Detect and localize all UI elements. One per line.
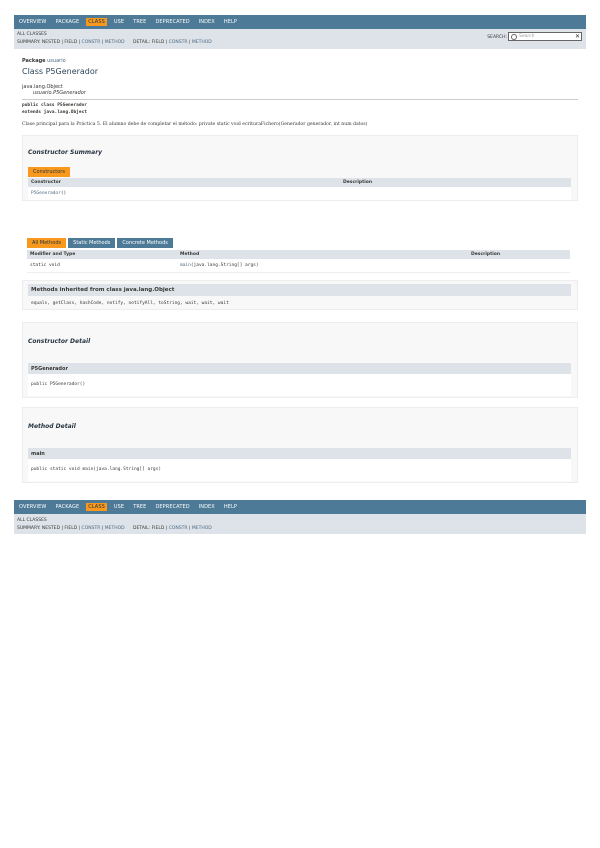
bottom-summary-label: SUMMARY: NESTED | FIELD | — [17, 526, 82, 531]
bottom-nav-index[interactable]: INDEX — [198, 504, 215, 510]
nav-deprecated[interactable]: DEPRECATED — [155, 19, 190, 25]
class-description: Clase principal para la Práctica 5. El alumno debe de completar el método: private static void ecrituraFichero(Generador generador, int num datos) — [22, 122, 368, 127]
summary-links — [17, 40, 125, 45]
detail-links — [133, 40, 212, 45]
constructor-summary-section — [22, 135, 578, 201]
summary-constr-link[interactable]: CONSTR — [81, 40, 101, 45]
method-detail-name-bar — [28, 448, 571, 459]
nav-index[interactable]: INDEX — [198, 19, 215, 25]
tab-all-methods[interactable]: All Methods — [27, 238, 66, 248]
method-tabs — [27, 238, 173, 248]
table-row — [27, 259, 570, 273]
inherited-methods-title — [28, 284, 571, 296]
package-link[interactable]: usuario — [47, 58, 66, 64]
bottom-detail-constr-link[interactable]: CONSTR — [168, 526, 188, 531]
bottom-navbar — [14, 500, 586, 514]
bottom-detail-method-link[interactable]: METHOD — [191, 526, 212, 531]
method-detail-title: Method Detail — [28, 423, 76, 430]
search-input[interactable] — [508, 32, 582, 41]
constructor-summary-title: Constructor Summary — [28, 149, 103, 156]
bottom-nav-package[interactable]: PACKAGE — [55, 504, 80, 510]
bottom-all-classes-link[interactable]: ALL CLASSES — [17, 518, 47, 523]
bottom-nav-class: CLASS — [88, 504, 105, 510]
sub-navbar — [14, 29, 586, 49]
constructor-detail-body — [28, 374, 571, 396]
method-col: Method — [180, 252, 200, 257]
method-detail-section — [22, 407, 578, 483]
detail-method-link[interactable]: METHOD — [191, 40, 212, 45]
nav-overview[interactable]: OVERVIEW — [19, 19, 47, 25]
constructor-detail-title: Constructor Detail — [28, 338, 91, 345]
method-table-header — [27, 250, 570, 259]
main-method-link[interactable]: main — [180, 263, 191, 268]
constructor-signature: public P5Generador() — [31, 382, 86, 387]
package-label: Package — [22, 58, 46, 64]
all-classes-link[interactable]: ALL CLASSES — [17, 32, 47, 37]
table-row — [28, 187, 571, 200]
constructor-detail-section — [22, 322, 578, 398]
constructor-detail-name-bar — [28, 363, 571, 374]
bottom-summary-links — [17, 526, 125, 531]
class-title: Class P5Generador — [22, 67, 99, 76]
method-description-col: Description — [471, 252, 501, 257]
description-col: Description — [343, 180, 373, 185]
bottom-nav-overview[interactable]: OVERVIEW — [19, 504, 47, 510]
package-line — [22, 58, 66, 64]
method-signature: public static void main(java.lang.String[] args) — [31, 467, 162, 472]
nav-tree[interactable]: TREE — [133, 19, 147, 25]
search-icon — [511, 34, 517, 40]
declaration-line1: public class P5Generador — [22, 103, 88, 108]
method-cell — [180, 263, 259, 268]
bottom-detail-sep: | — [187, 526, 192, 531]
constructors-tab[interactable]: Constructors — [28, 167, 70, 177]
modifier-col: Modifier and Type — [30, 252, 76, 257]
inherited-title-text: Methods inherited from class java.lang.Object — [31, 287, 175, 293]
bottom-detail-label: DETAIL: FIELD | — [133, 526, 169, 531]
detail-constr-link[interactable]: CONSTR — [168, 40, 188, 45]
inherited-methods-section — [22, 280, 578, 310]
nav-help[interactable]: HELP — [223, 19, 237, 25]
bottom-nav-help[interactable]: HELP — [223, 504, 237, 510]
nav-package[interactable]: PACKAGE — [55, 19, 80, 25]
nav-class: CLASS — [88, 19, 105, 25]
tab-concrete-methods[interactable]: Concrete Methods — [117, 238, 172, 248]
summary-label: SUMMARY: NESTED | FIELD | — [17, 40, 82, 45]
method-detail-body — [28, 459, 571, 481]
tab-static-methods[interactable]: Static Methods — [68, 238, 115, 248]
bottom-nav-deprecated[interactable]: DEPRECATED — [155, 504, 190, 510]
method-type-cell: static void — [30, 263, 60, 268]
bottom-summary-method-link[interactable]: METHOD — [104, 526, 125, 531]
bottom-summary-sep: | — [100, 526, 105, 531]
constructor-cell — [31, 191, 66, 196]
summary-sep: | — [100, 40, 105, 45]
method-detail-name: main — [31, 451, 45, 457]
bottom-summary-constr-link[interactable]: CONSTR — [81, 526, 101, 531]
detail-sep: | — [187, 40, 192, 45]
summary-method-link[interactable]: METHOD — [104, 40, 125, 45]
search-placeholder: Search — [519, 34, 535, 39]
divider — [22, 99, 578, 100]
detail-label: DETAIL: FIELD | — [133, 40, 169, 45]
top-navbar — [14, 15, 586, 29]
constructor-detail-name: P5Generador — [31, 366, 68, 372]
inherit-child: usuario.P5Generador — [33, 90, 86, 96]
constructor-table-header — [28, 178, 571, 187]
bottom-nav-use[interactable]: USE — [113, 504, 125, 510]
bottom-sub-navbar — [14, 514, 586, 534]
constructor-col: Constructor — [31, 180, 61, 185]
declaration-line2: extends java.lang.Object — [22, 110, 88, 115]
method-summary-section — [22, 236, 578, 274]
search-label: SEARCH: — [487, 35, 507, 40]
constructor-suffix: () — [60, 191, 67, 196]
bottom-nav-tree[interactable]: TREE — [133, 504, 147, 510]
method-suffix: (java.lang.String[] args) — [190, 263, 259, 268]
nav-use[interactable]: USE — [113, 19, 125, 25]
bottom-detail-links — [133, 526, 212, 531]
constructor-link[interactable]: P5Generador — [31, 191, 61, 196]
close-icon[interactable]: ✕ — [574, 33, 580, 40]
inherit-parent: java.lang.Object — [22, 84, 63, 90]
inherited-methods-list: equals, getClass, hashCode, notify, notifyAll, toString, wait, wait, wait — [31, 301, 229, 306]
